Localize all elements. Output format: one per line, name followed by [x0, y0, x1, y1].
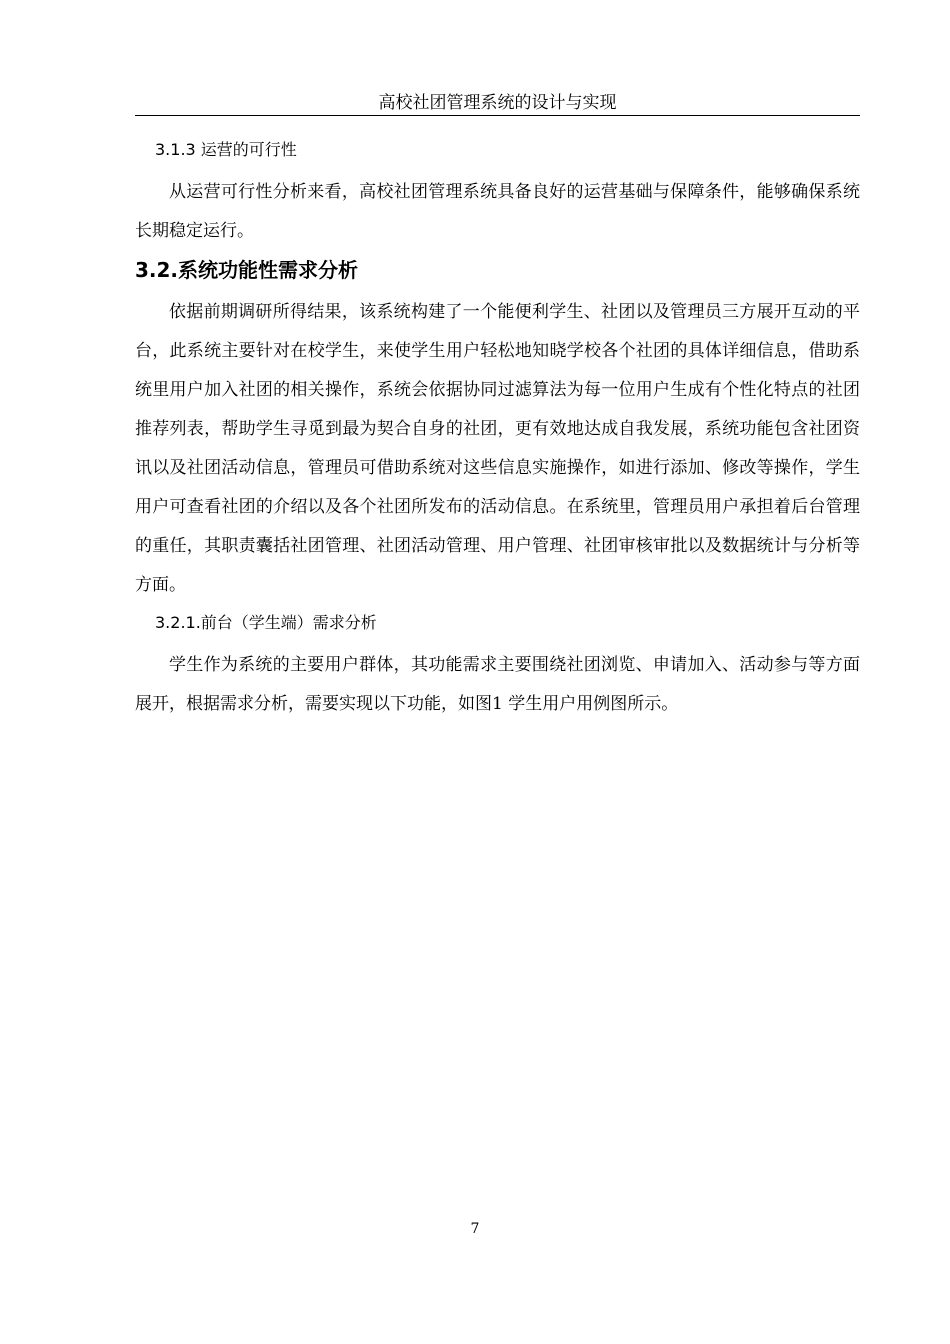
section-heading-3-2: 3.2.系统功能性需求分析 — [135, 258, 359, 282]
page-number: 7 — [470, 1221, 480, 1237]
section-paragraph-3-1-3: 从运营可行性分析来看，高校社团管理系统具备良好的运营基础与保障条件，能够确保系统长期稳定运行。 — [135, 182, 860, 241]
section-paragraph-3-2: 依据前期调研所得结果，该系统构建了一个能便利学生、社团以及管理员三方展开互动的平台，此系统主要针对在校学生，来使学生用户轻松地知晓学校各个社团的具体详细信息，借助系统里用户加入社团的相关操作，系统会依据协同过滤算法为每一位用户生成有个性化特点的社团推荐列表，帮助学生寻觅到最为契合自身的社团，更有效地达成自我发展，系统功能包含社团资讯以及社团活动信息，管理员可借助系统对这些信息实施操作，如进行添加、修改等操作，学生用户可查看社团的介绍以及各个社团所发布的活动信息。在系统里，管理员用户承担着后台管理的重任，其职责囊括社团管理、社团活动管理、用户管理、社团审核审批以及数据统计与分析等方面。 — [135, 302, 860, 595]
section-paragraph-3-2-1: 学生作为系统的主要用户群体，其功能需求主要围绕社团浏览、申请加入、活动参与等方面展开，根据需求分析，需要实现以下功能，如图1 学生用户用例图所示。 — [135, 655, 860, 714]
section-heading-3-2-1: 3.2.1.前台（学生端）需求分析 — [155, 613, 377, 632]
running-header-title: 高校社团管理系统的设计与实现 — [378, 93, 617, 113]
section-heading-3-1-3: 3.1.3 运营的可行性 — [155, 140, 297, 159]
header-rule — [135, 115, 860, 116]
